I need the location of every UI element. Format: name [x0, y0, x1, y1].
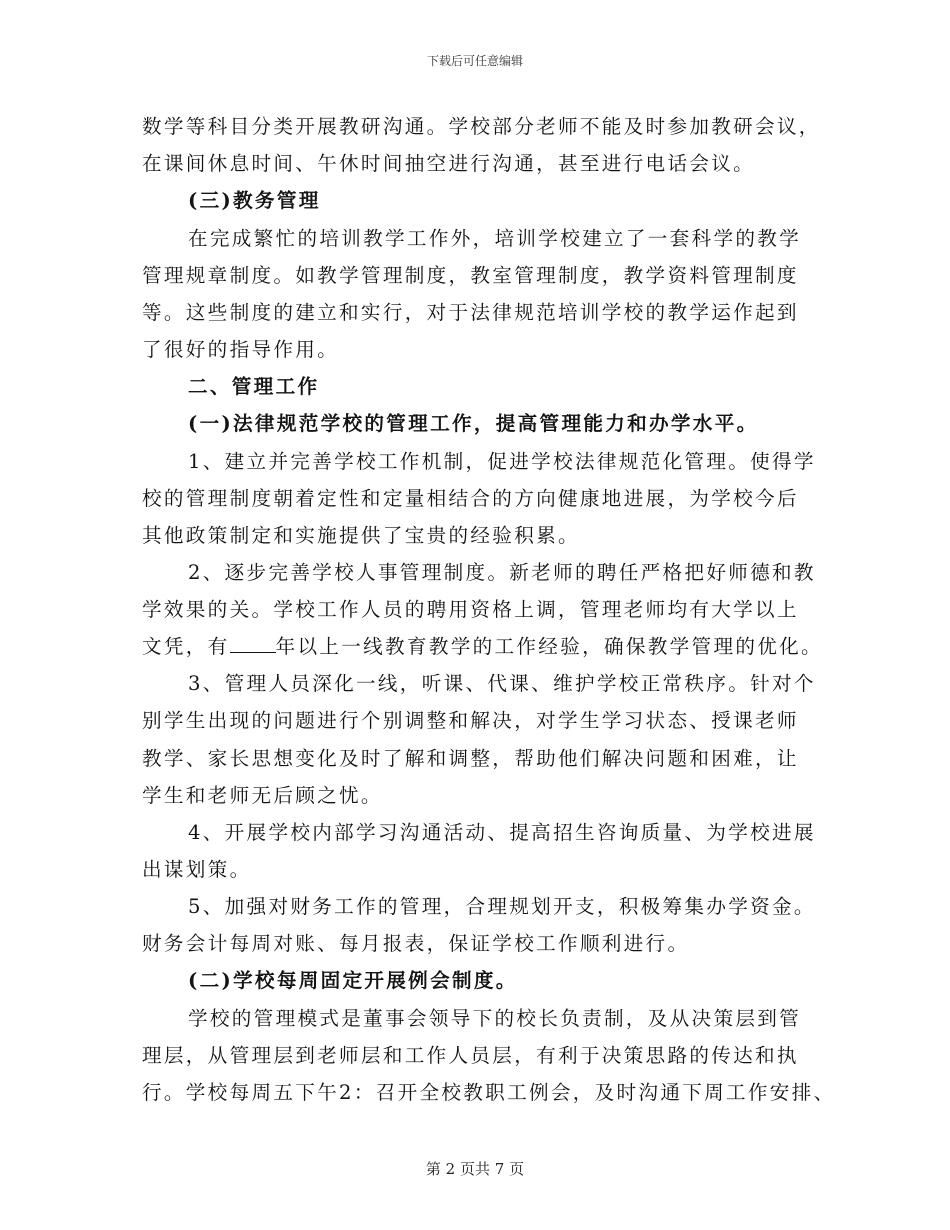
- line-text-before-blank: 文凭，有: [142, 635, 230, 658]
- section-heading: (三)教务管理: [188, 189, 321, 212]
- paragraph-line: 2、逐步完善学校人事管理制度。新老师的聘任严格把好师德和教: [188, 561, 816, 584]
- paragraph-line: 3、管理人员深化一线，听课、代课、维护学校正常秩序。针对个: [188, 672, 816, 695]
- chapter-heading: 二、管理工作: [188, 375, 320, 398]
- paragraph-line: 出谋划策。: [142, 858, 252, 881]
- paragraph-line: 在完成繁忙的培训教学工作外，培训学校建立了一套科学的教学: [188, 227, 802, 250]
- paragraph-line: 数学等科目分类开展教研沟通。学校部分老师不能及时参加教研会议，: [142, 115, 821, 138]
- paragraph-line: 别学生出现的问题进行个别调整和解决，对学生学习状态、授课老师: [142, 709, 799, 732]
- paragraph-line: 理层，从管理层到老师层和工作人员层，有利于决策思路的传达和执: [142, 1044, 799, 1067]
- paragraph-line: 学校的管理模式是董事会领导下的校长负责制，及从决策层到管: [188, 1007, 802, 1030]
- paragraph-line: 在课间休息时间、午休时间抽空进行沟通，甚至进行电话会议。: [142, 152, 756, 175]
- paragraph-line: 其他政策制定和实施提供了宝贵的经验积累。: [142, 524, 580, 547]
- paragraph-line: 4、开展学校内部学习沟通活动、提高招生咨询质量、为学校进展: [188, 821, 816, 844]
- paragraph-line: 等。这些制度的建立和实行，对于法律规范培训学校的教学运作起到: [142, 301, 799, 324]
- paragraph-line: 管理规章制度。如教学管理制度，教室管理制度，教学资料管理制度: [142, 264, 799, 287]
- page-header-note: 下载后可任意编辑: [426, 54, 523, 68]
- paragraph-line: 行。学校每周五下午2：召开全校教职工例会，及时沟通下周工作安排、: [142, 1081, 836, 1104]
- page-number-footer: 第 2 页共 7 页: [425, 1160, 525, 1178]
- paragraph-line: 了很好的指导作用。: [142, 338, 340, 361]
- paragraph-line: 财务会计每周对账、每月报表，保证学校工作顺利进行。: [142, 932, 690, 955]
- section-heading: (二)学校每周固定开展例会制度。: [188, 969, 518, 992]
- paragraph-line: 校的管理制度朝着定性和定量相结合的方向健康地进展，为学校今后: [142, 487, 799, 510]
- paragraph-line: 教学、家长思想变化及时了解和调整，帮助他们解决问题和困难，让: [142, 747, 799, 770]
- paragraph-line: 学效果的关。学校工作人员的聘用资格上调，管理老师均有大学以上: [142, 598, 799, 621]
- paragraph-line: 学生和老师无后顾之忧。: [142, 784, 383, 807]
- section-heading: (一)法律规范学校的管理工作，提高管理能力和办学水平。: [188, 412, 759, 435]
- line-text-after-blank: 年以上一线教育教学的工作经验，确保教学管理的优化。: [275, 635, 823, 658]
- paragraph-line: [142, 637, 823, 657]
- paragraph-line: 1、建立并完善学校工作机制，促进学校法律规范化管理。使得学: [188, 450, 816, 473]
- paragraph-line: 5、加强对财务工作的管理，合理规划开支，积极筹集办学资金。: [188, 895, 816, 918]
- fill-in-blank: [230, 651, 276, 653]
